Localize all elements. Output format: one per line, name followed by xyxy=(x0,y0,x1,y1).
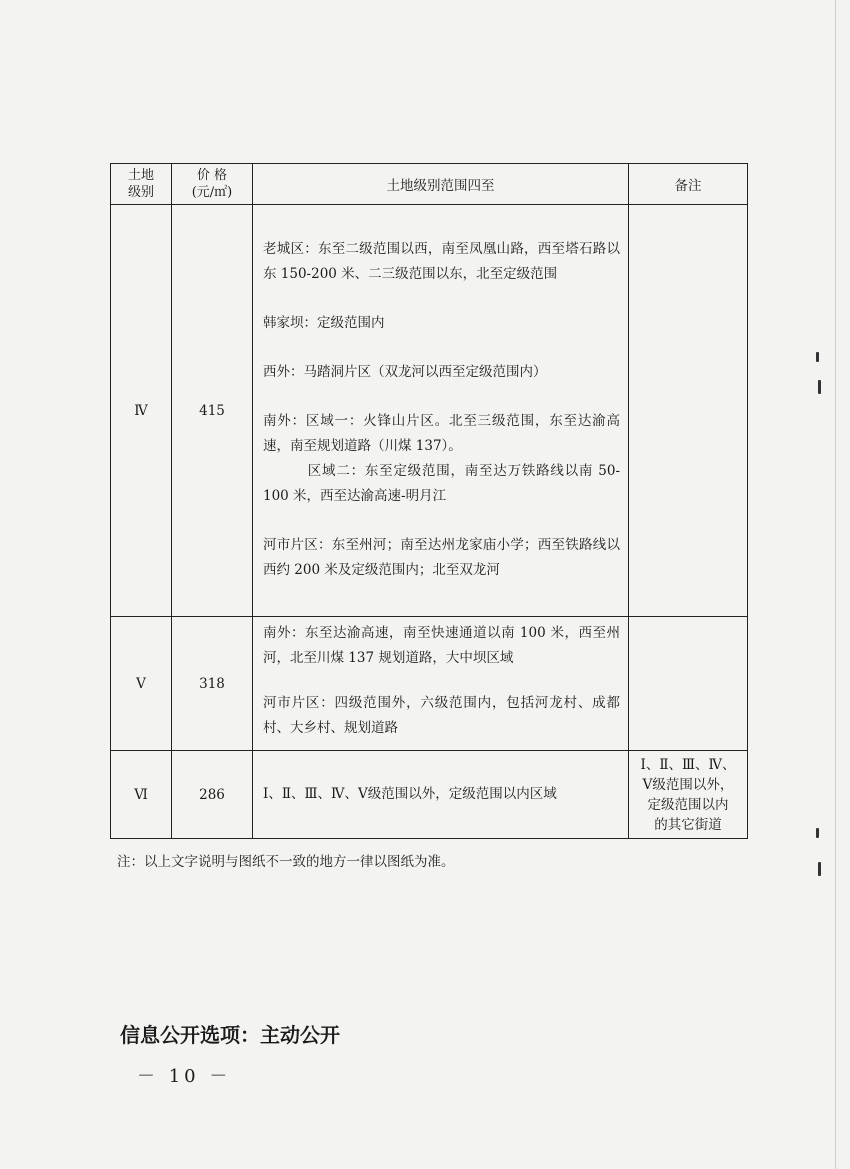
scope-paragraph: 韩家坝：定级范围内 xyxy=(263,315,385,331)
note-line: Ⅰ、Ⅱ、Ⅲ、Ⅳ、 xyxy=(640,756,736,773)
note-cell xyxy=(629,205,748,617)
scope-paragraph: 老城区：东至二级范围以西，南至凤凰山路，西至塔石路以东 150-200 米、二三级范围以东，北至定级范围 xyxy=(263,241,620,282)
table-row xyxy=(111,617,748,751)
note-line: Ⅴ级范围以外， xyxy=(642,776,734,793)
table-row xyxy=(111,205,748,617)
footnote: 注：以上文字说明与图纸不一致的地方一律以图纸为准。 xyxy=(117,854,455,870)
note-line: 定级范围以内 xyxy=(647,796,729,813)
page-number: － 10 － xyxy=(137,1066,232,1087)
header-note: 备注 xyxy=(629,164,748,205)
header-price-line2: (元/㎡) xyxy=(191,185,233,200)
grade-cell: Ⅵ xyxy=(111,751,172,839)
scope-paragraph: 河市片区：东至州河；南至达州龙家庙小学；西至铁路线以西约 200 米及定级范围内；北至双龙河 xyxy=(263,537,620,578)
scope-cell xyxy=(253,617,629,751)
price-cell: 286 xyxy=(172,751,253,839)
scan-speck xyxy=(818,862,821,876)
scope-paragraph: 南外：东至达渝高速，南至快速通道以南 100 米，西至州河，北至川煤 137 规划道路，大中坝区域 xyxy=(263,625,620,666)
table-header-row xyxy=(111,164,748,205)
scan-speck xyxy=(816,352,819,362)
scope-paragraph: 河市片区：四级范围外，六级范围内，包括河龙村、成都村、大乡村、规划道路 xyxy=(263,695,620,736)
disclosure-option: 信息公开选项：主动公开 xyxy=(120,1023,340,1047)
scan-edge-line xyxy=(835,0,836,1169)
header-grade-line1: 土地 xyxy=(127,168,154,183)
header-scope: 土地级别范围四至 xyxy=(253,164,629,205)
grade-cell: Ⅴ xyxy=(111,617,172,751)
header-grade xyxy=(111,164,172,205)
grade-cell: Ⅳ xyxy=(111,205,172,617)
scope-paragraph: 西外：马踏洞片区（双龙河以西至定级范围内） xyxy=(263,364,547,380)
scope-paragraph-text: 区域二：东至定级范围，南至达万铁路线以南 50-100 米，西至达渝高速-明月江 xyxy=(263,463,620,504)
price-cell: 318 xyxy=(172,617,253,751)
price-cell: 415 xyxy=(172,205,253,617)
table-row xyxy=(111,751,748,839)
scope-cell xyxy=(253,751,629,839)
scope-paragraph: 南外：区域一：火锋山片区。北至三级范围，东至达渝高速，南至规划道路（川煤 137）。 xyxy=(263,413,620,454)
scan-speck xyxy=(816,828,819,838)
note-line: 的其它街道 xyxy=(654,816,722,833)
header-grade-line2: 级别 xyxy=(127,185,154,200)
header-price-line1: 价 格 xyxy=(196,168,228,183)
note-cell xyxy=(629,751,748,839)
scope-cell xyxy=(253,205,629,617)
scope-paragraph xyxy=(263,459,620,509)
note-cell xyxy=(629,617,748,751)
land-grade-table xyxy=(110,163,748,839)
scope-paragraph: Ⅰ、Ⅱ、Ⅲ、Ⅳ、Ⅴ级范围以外，定级范围以内区域 xyxy=(263,786,557,802)
scan-speck xyxy=(818,380,821,394)
header-price xyxy=(172,164,253,205)
